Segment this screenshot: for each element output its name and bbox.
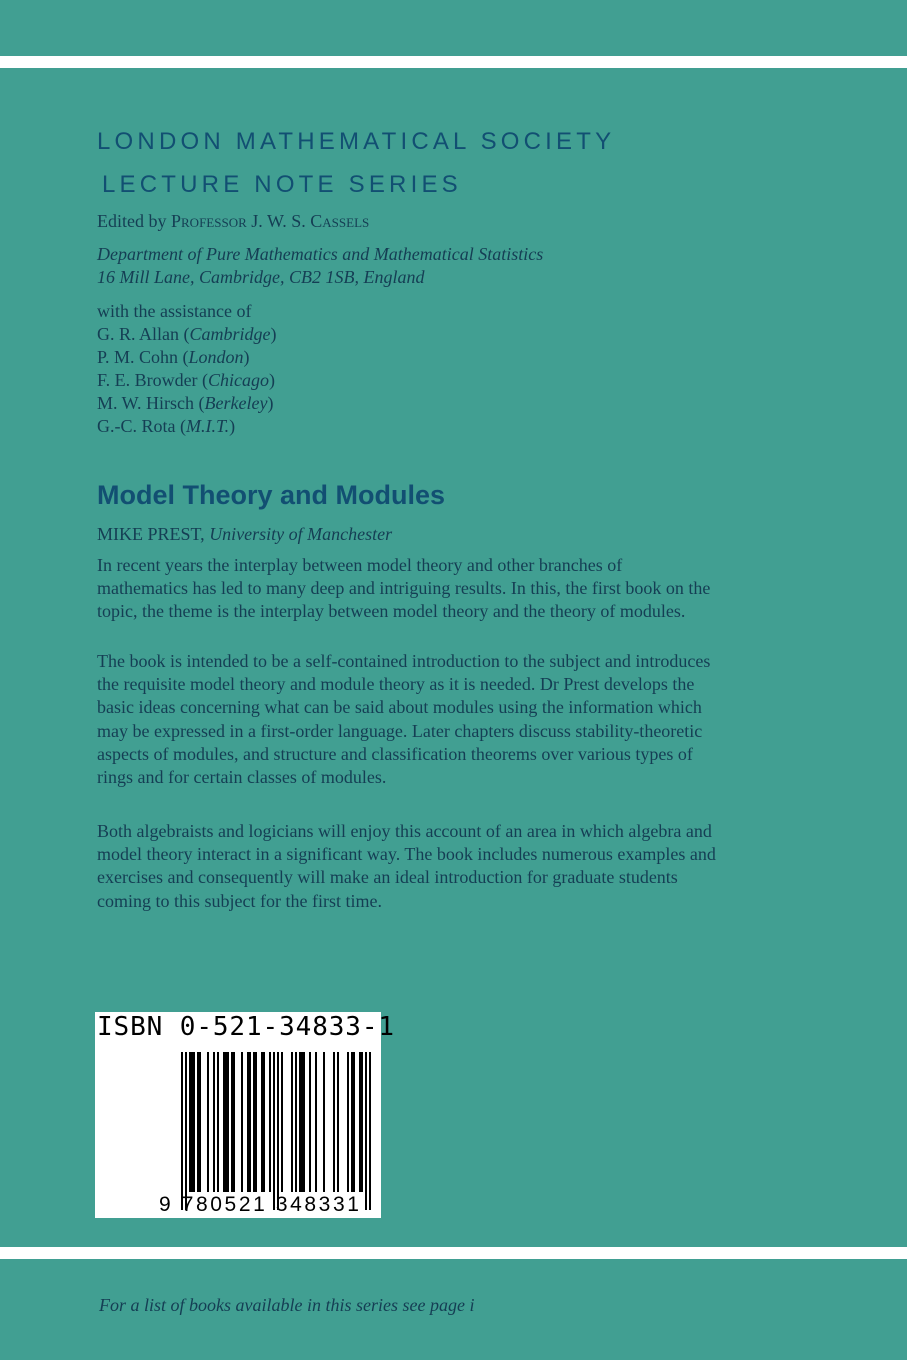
barcode-bar: [301, 1052, 303, 1192]
barcode-bar: [253, 1052, 255, 1192]
barcode-bar: [213, 1052, 215, 1192]
assistant-row: G. R. Allan (Cambridge): [97, 324, 277, 344]
barcode-bar: [365, 1052, 367, 1210]
barcode-bar: [249, 1052, 251, 1192]
barcode-bar: [197, 1052, 199, 1192]
assistant-name: G.-C. Rota: [97, 416, 176, 436]
barcode-bar: [255, 1052, 257, 1192]
barcode-bar: [337, 1052, 339, 1192]
series-title-line-1: LONDON MATHEMATICAL SOCIETY: [97, 128, 616, 155]
assistant-row: P. M. Cohn (London): [97, 347, 250, 367]
assistant-place: M.I.T.: [186, 416, 230, 436]
barcode-bar: [323, 1052, 325, 1192]
barcode-bar: [225, 1052, 227, 1192]
ean-digits: 9 780521 348331: [159, 1193, 362, 1216]
assistant-place: Berkeley: [204, 393, 268, 413]
editor-department: Department of Pure Mathematics and Mathematical Statistics: [97, 244, 544, 264]
barcode-bar: [273, 1052, 275, 1210]
barcode-bar: [231, 1052, 233, 1192]
author-name: MIKE PREST,: [97, 524, 205, 544]
barcode-bar: [261, 1052, 263, 1192]
isbn-number: ISBN 0-521-34833-1: [97, 1012, 395, 1042]
assistance-list: [97, 300, 277, 438]
barcode-bar: [281, 1052, 283, 1192]
barcode-bar: [263, 1052, 265, 1192]
assistant-place: Cambridge: [189, 324, 271, 344]
assistant-name: M. W. Hirsch: [97, 393, 195, 413]
barcode-bar: [369, 1052, 371, 1210]
barcode-bar: [217, 1052, 219, 1192]
blurb-paragraph: Both algebraists and logicians will enjoy this account of an area in which algebra and model theory interact in a significant way. The book includes numerous examples and exercises and consequently will make an ideal introduction for graduate students coming to this subject for the first time.: [97, 821, 716, 911]
assistant-place: London: [188, 347, 244, 367]
barcode-bar: [189, 1052, 191, 1192]
editor-line: [97, 211, 369, 232]
barcode-bar: [233, 1052, 235, 1192]
barcode-bar: [361, 1052, 363, 1192]
barcode-bar: [199, 1052, 201, 1192]
barcode-bar: [353, 1052, 355, 1192]
series-title-line-2: LECTURE NOTE SERIES: [102, 171, 462, 198]
barcode-bar: [185, 1052, 187, 1210]
barcode-bar: [269, 1052, 271, 1192]
barcode-bar: [295, 1052, 297, 1192]
author-line: [97, 524, 392, 545]
barcode-bar: [359, 1052, 361, 1192]
footer-note: For a list of books available in this series see page i: [99, 1295, 475, 1315]
barcode-bar: [315, 1052, 317, 1192]
barcode-bar: [181, 1052, 183, 1210]
top-white-stripe: [0, 56, 907, 68]
author-affiliation: University of Manchester: [209, 524, 393, 544]
editor-name: Professor J. W. S. Cassels: [171, 211, 370, 231]
assistant-name: G. R. Allan: [97, 324, 180, 344]
assistant-row: G.-C. Rota (M.I.T.): [97, 416, 236, 436]
blurb-paragraph: In recent years the interplay between model theory and other branches of mathematics has led to many deep and intriguing results. In this, the first book on the topic, the theme is the interplay between model theory and the theory of modules.: [97, 555, 711, 622]
barcode-bar: [207, 1052, 209, 1192]
barcode-bar: [193, 1052, 195, 1192]
blurb-paragraph: The book is intended to be a self-contained introduction to the subject and introduces the requisite model theory and module theory as it is needed. Dr Prest develops the basic ideas concerning what can be said about modules using the information which may be expressed in a first-order language. Later chapters discuss stability-theoretic aspects of modules, and structure and classification theorems over various types of rings and for certain classes of modules.: [97, 651, 711, 788]
barcode-bar: [191, 1052, 193, 1192]
barcode-bars: [95, 1012, 381, 1218]
barcode-bar: [333, 1052, 335, 1192]
barcode-bar: [299, 1052, 301, 1192]
assistant-place: Chicago: [208, 370, 270, 390]
barcode-bar: [303, 1052, 305, 1192]
barcode-bar: [347, 1052, 349, 1192]
assistant-row: M. W. Hirsch (Berkeley): [97, 393, 274, 413]
assistant-row: F. E. Browder (Chicago): [97, 370, 276, 390]
barcode-bar: [291, 1052, 293, 1192]
assistant-name: P. M. Cohn: [97, 347, 179, 367]
assistance-intro: with the assistance of: [97, 301, 252, 321]
editor-address: 16 Mill Lane, Cambridge, CB2 1SB, England: [97, 267, 425, 287]
barcode-bar: [241, 1052, 243, 1192]
editor-prefix: Edited by: [97, 211, 167, 231]
assistant-name: F. E. Browder: [97, 370, 198, 390]
barcode-bar: [223, 1052, 225, 1192]
book-title: Model Theory and Modules: [97, 480, 446, 510]
barcode-bar: [309, 1052, 311, 1192]
isbn-barcode: [95, 1012, 395, 1218]
bottom-white-stripe: [0, 1247, 907, 1259]
barcode-bar: [277, 1052, 279, 1210]
barcode-bar: [351, 1052, 353, 1192]
barcode-bar: [227, 1052, 229, 1192]
barcode-bar: [247, 1052, 249, 1192]
